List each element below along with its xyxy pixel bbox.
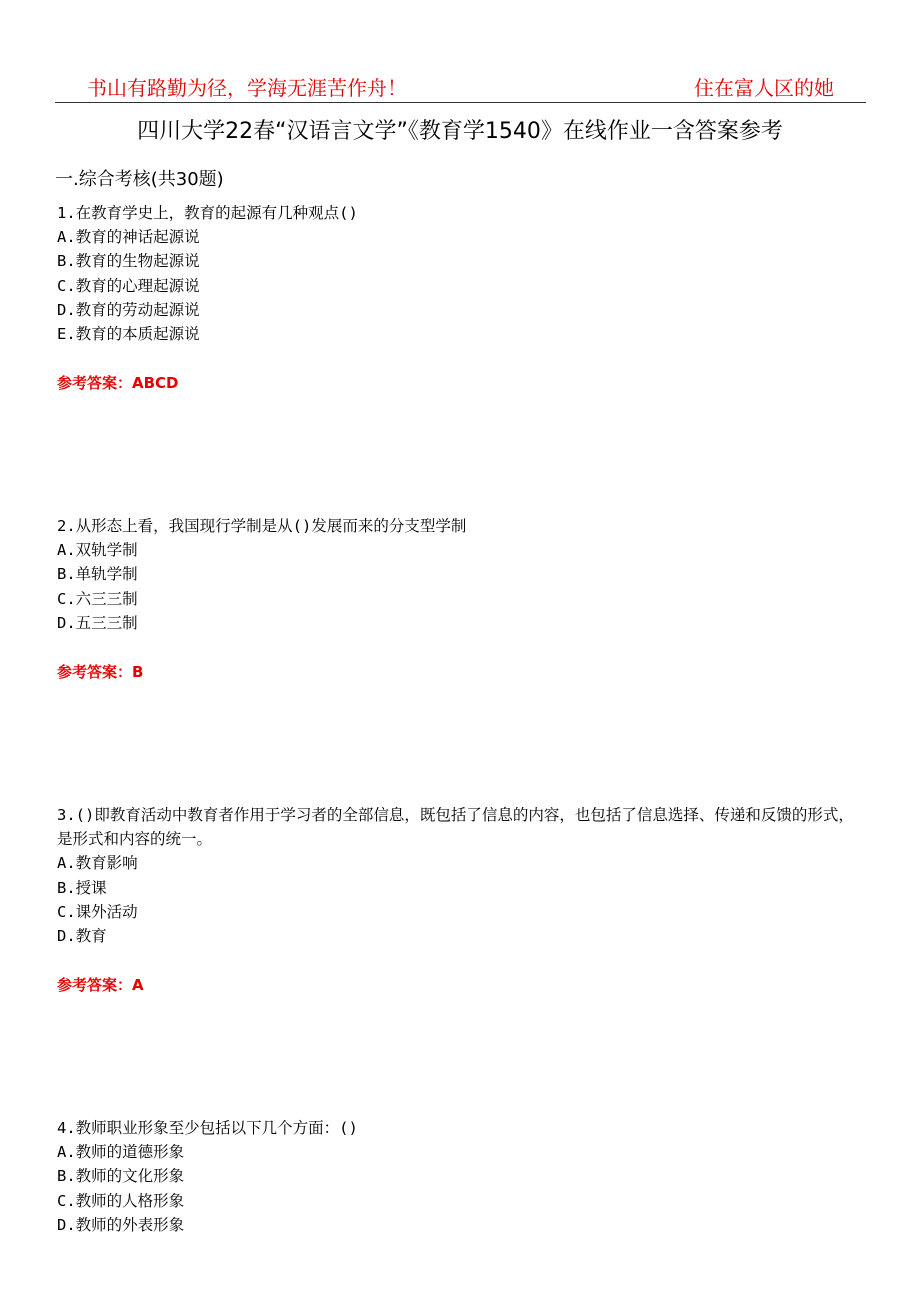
- question-stem: 2.从形态上看，我国现行学制是从()发展而来的分支型学制: [57, 517, 467, 535]
- question-stem: 4.教师职业形象至少包括以下几个方面：(): [57, 1119, 358, 1137]
- question-option: B.教育的生物起源说: [57, 252, 200, 271]
- question-option: D.五三三制: [57, 613, 138, 632]
- question-1: [57, 201, 869, 346]
- question-option: E.教育的本质起源说: [57, 325, 200, 344]
- section-title: 一.综合考核(共30题): [55, 169, 224, 190]
- question-option: B.授课: [57, 878, 107, 897]
- question-option: A.教师的道德形象: [57, 1143, 185, 1162]
- question-option: B.单轨学制: [57, 565, 138, 584]
- header-tagline: 住在富人区的她: [694, 76, 834, 100]
- question-option: C.六三三制: [57, 589, 138, 608]
- question-option: A.教育影响: [57, 854, 138, 873]
- question-stem: 1.在教育学史上，教育的起源有几种观点(): [57, 204, 358, 222]
- question-stem: 3.()即教育活动中教育者作用于学习者的全部信息，既包括了信息的内容，也包括了信息选择、传递和反馈的形式，是形式和内容的统一。: [57, 806, 854, 849]
- question-option: A.教育的神话起源说: [57, 228, 200, 247]
- question-option: C.课外活动: [57, 902, 138, 921]
- question-option: D.教育的劳动起源说: [57, 300, 200, 319]
- question-option: C.教师的人格形象: [57, 1191, 185, 1210]
- question-option: B.教师的文化形象: [57, 1167, 185, 1186]
- answer-3: 参考答案：A: [57, 976, 144, 994]
- question-2: [57, 514, 869, 635]
- question-option: A.双轨学制: [57, 541, 138, 560]
- question-option: D.教育: [57, 927, 107, 946]
- page-header: [55, 70, 866, 103]
- question-option: C.教育的心理起源说: [57, 276, 200, 295]
- answer-2: 参考答案：B: [57, 663, 144, 681]
- question-3: [57, 803, 869, 948]
- answer-1: 参考答案：ABCD: [57, 374, 179, 392]
- header-motto: 书山有路勤为径，学海无涯苦作舟！: [87, 76, 407, 100]
- question-option: D.教师的外表形象: [57, 1215, 185, 1234]
- document-title: 四川大学22春“汉语言文学”《教育学1540》在线作业一含答案参考: [137, 119, 783, 144]
- question-4: [57, 1116, 869, 1237]
